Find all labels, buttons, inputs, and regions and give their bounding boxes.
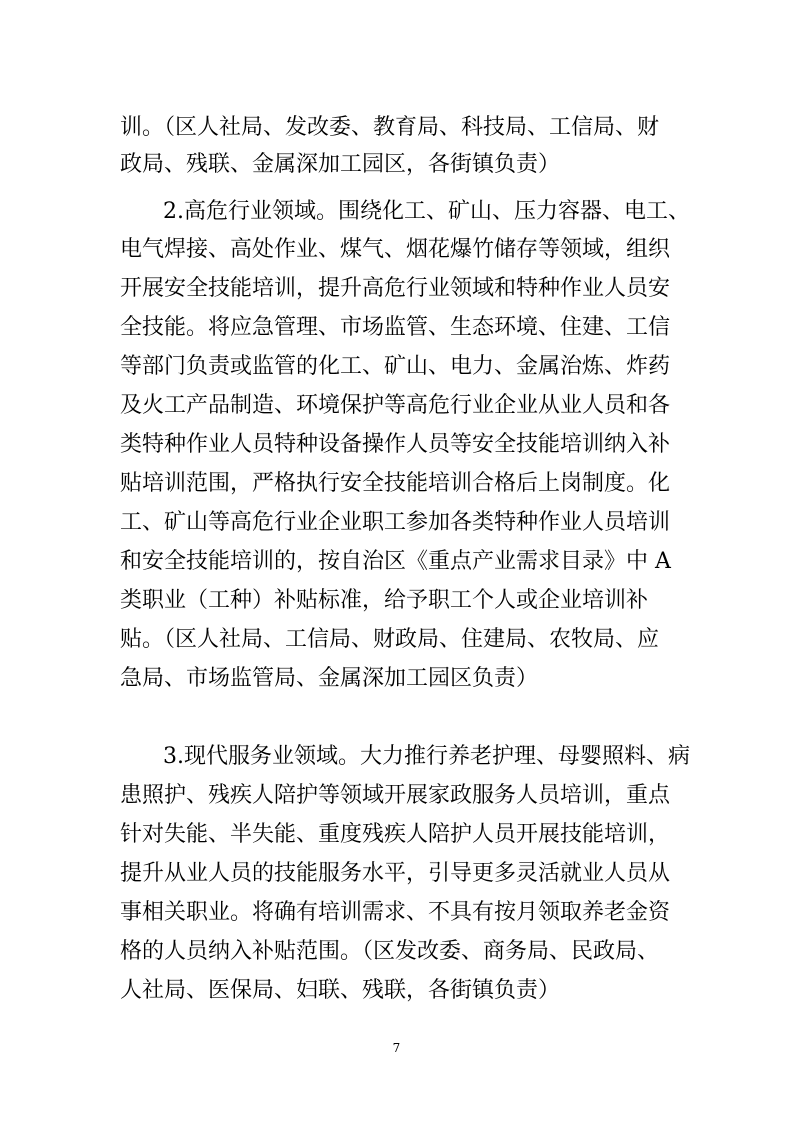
text-line: 贴培训范围，严格执行安全技能培训合格后上岗制度。化 (120, 471, 671, 496)
text-line: 及火工产品制造、环境保护等高危行业企业从业人员和各 (120, 393, 671, 418)
text-line: 针对失能、半失能、重度残疾人陪护人员开展技能培训， (120, 822, 671, 847)
text-line: 类职业（工种）补贴标准，给予职工个人或企业培训补 (120, 588, 649, 613)
text-line: 提升从业人员的技能服务水平，引导更多灵活就业人员从 (120, 861, 671, 886)
text-line: 类特种作业人员特种设备操作人员等安全技能培训纳入补 (120, 432, 671, 457)
text-line: 事相关职业。将确有培训需求、不具有按月领取养老金资 (120, 900, 671, 925)
paragraph-start-line: 3.现代服务业领域。大力推行养老护理、母婴照料、病 (163, 744, 690, 769)
text-line: 格的人员纳入补贴范围。（区发改委、商务局、民政局、 (120, 939, 660, 964)
text-line: 患照护、残疾人陪护等领域开展家政服务人员培训，重点 (120, 783, 671, 808)
text-line: 训。（区人社局、发改委、教育局、科技局、工信局、财 (120, 115, 660, 140)
paragraph-start-line: 2.高危行业领域。围绕化工、矿山、压力容器、电工、 (163, 199, 690, 224)
text-line: 等部门负责或监管的化工、矿山、电力、金属治炼、炸药 (120, 354, 671, 379)
text-line: 急局、市场监管局、金属深加工园区负责） (120, 666, 539, 691)
text-line: 全技能。将应急管理、市场监管、生态环境、住建、工信 (120, 315, 671, 340)
text-line: 开展安全技能培训，提升高危行业领域和特种作业人员安 (120, 276, 671, 301)
page-number: 7 (392, 1041, 401, 1055)
text-line: 人社局、医保局、妇联、残联，各街镇负责） (120, 978, 561, 1003)
text-line: 政局、残联、金属深加工园区，各街镇负责） (120, 152, 561, 177)
text-line: 电气焊接、高处作业、煤气、烟花爆竹储存等领域，组织 (120, 237, 671, 262)
text-line: 工、矿山等高危行业企业职工参加各类特种作业人员培训 (120, 510, 671, 535)
text-line: 贴。（区人社局、工信局、财政局、住建局、农牧局、应 (120, 627, 660, 652)
text-line: 和安全技能培训的，按自治区《重点产业需求目录》中 A (120, 549, 671, 574)
